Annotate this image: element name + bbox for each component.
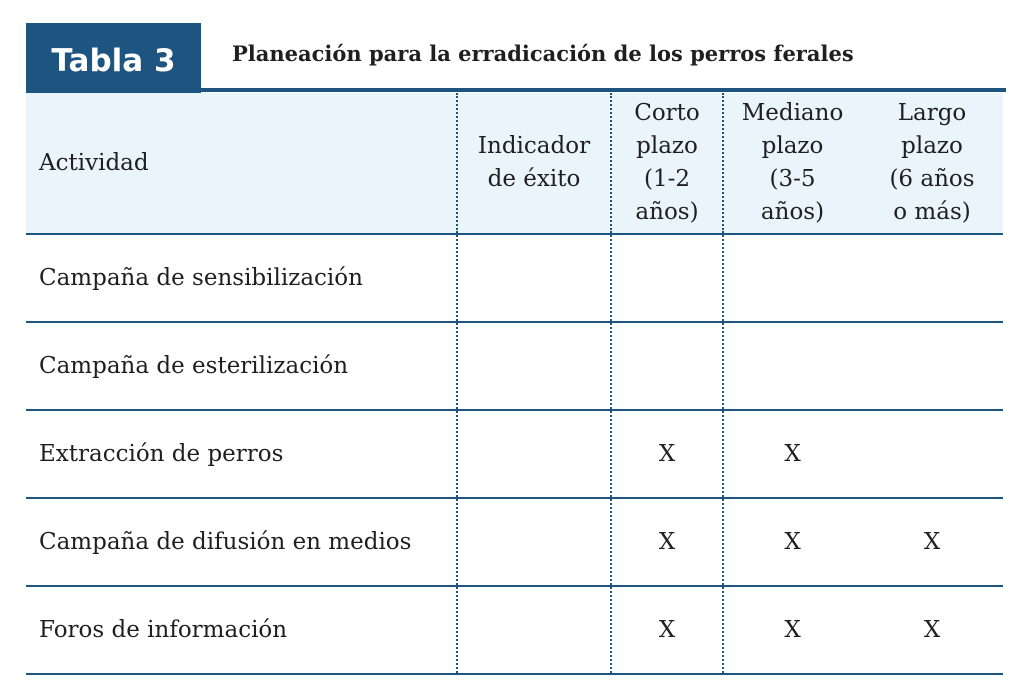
indicator-cell <box>457 586 611 674</box>
activity-cell: Foros de información <box>26 586 457 674</box>
table-row <box>26 322 1003 410</box>
indicator-cell <box>457 322 611 410</box>
column-header-medium-term: Mediano plazo (3-5 años) <box>723 93 861 234</box>
table-number-badge: Tabla 3 <box>26 23 201 93</box>
table-title: Planeación para la erradicación de los perros ferales <box>232 41 854 66</box>
activity-cell: Extracción de perros <box>26 410 457 498</box>
short-term-cell: X <box>611 586 723 674</box>
table-row <box>26 410 1003 498</box>
medium-term-cell <box>723 234 861 322</box>
table-row <box>26 234 1003 322</box>
activity-cell: Campaña de esterilización <box>26 322 457 410</box>
planning-table <box>26 93 1003 675</box>
long-term-cell: X <box>861 586 1003 674</box>
medium-term-cell: X <box>723 498 861 586</box>
table-header-row <box>26 93 1003 234</box>
long-term-cell <box>861 410 1003 498</box>
short-term-cell <box>611 322 723 410</box>
indicator-cell <box>457 498 611 586</box>
column-header-short-term: Corto plazo (1-2 años) <box>611 93 723 234</box>
activity-cell: Campaña de difusión en medios <box>26 498 457 586</box>
column-header-activity: Actividad <box>26 93 457 234</box>
medium-term-cell: X <box>723 586 861 674</box>
long-term-cell <box>861 322 1003 410</box>
indicator-cell <box>457 234 611 322</box>
table-row <box>26 498 1003 586</box>
long-term-cell <box>861 234 1003 322</box>
column-header-long-term: Largo plazo (6 años o más) <box>861 93 1003 234</box>
medium-term-cell <box>723 322 861 410</box>
medium-term-cell: X <box>723 410 861 498</box>
short-term-cell <box>611 234 723 322</box>
table-row <box>26 586 1003 674</box>
long-term-cell: X <box>861 498 1003 586</box>
short-term-cell: X <box>611 410 723 498</box>
column-header-indicator: Indicador de éxito <box>457 93 611 234</box>
title-underline <box>201 88 1006 92</box>
indicator-cell <box>457 410 611 498</box>
short-term-cell: X <box>611 498 723 586</box>
table-title-bar <box>26 23 1006 93</box>
activity-cell: Campaña de sensibilización <box>26 234 457 322</box>
